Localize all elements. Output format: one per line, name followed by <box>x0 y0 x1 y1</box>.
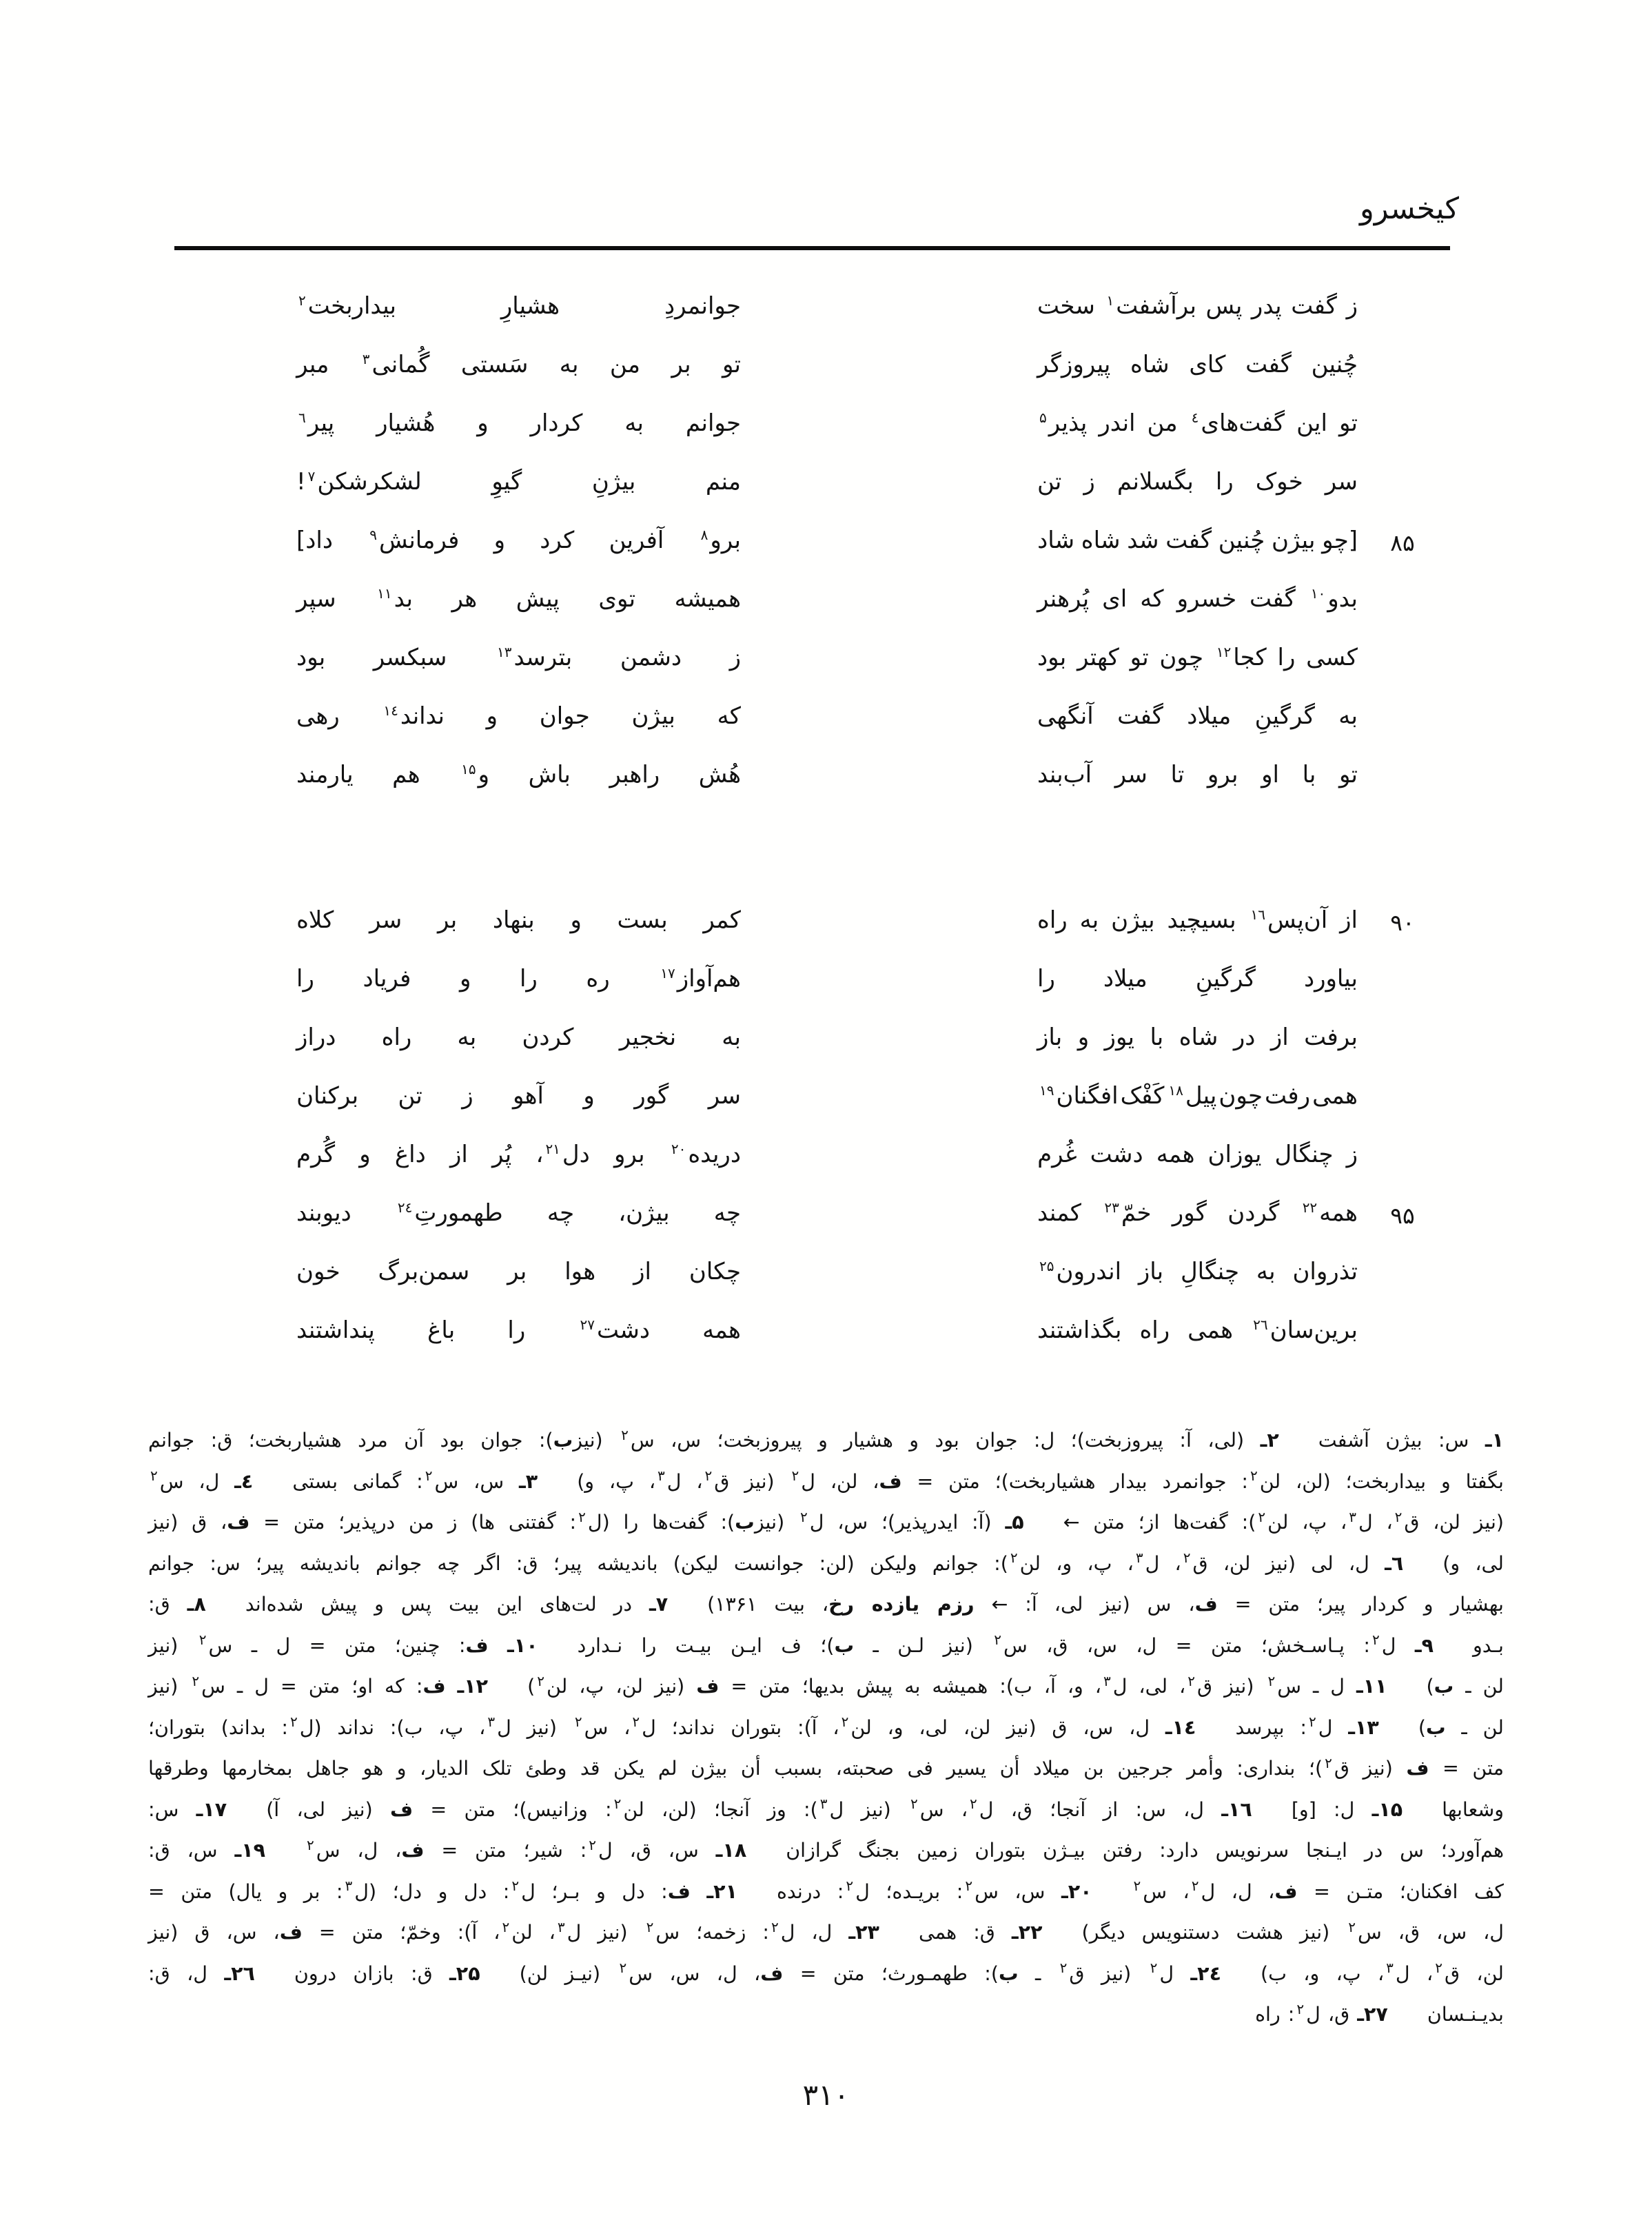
verse-line <box>296 1258 1447 1316</box>
word: برو <box>1207 761 1238 788</box>
word: جوانم <box>685 409 741 437</box>
word: بود <box>296 644 326 671</box>
word: پس <box>1205 292 1243 320</box>
word: باغ <box>427 1316 456 1344</box>
hemistich-left <box>296 527 741 554</box>
word: چنگال <box>1274 1141 1334 1168</box>
word: سر <box>1325 468 1358 496</box>
word: کمر <box>703 906 741 934</box>
word: بگذاشتند <box>1037 1316 1122 1344</box>
word: بیژن <box>631 702 675 730</box>
hemistich-left <box>296 1199 741 1227</box>
hemistich-right <box>1037 292 1358 320</box>
word: برفت <box>1304 1024 1358 1051</box>
footnote-line: لن ـ ب) ۱۱ـ ل ـ س$^۲$ (نیز ق$^۲$، لی، ل$^۳$، و، آ، ب): همیشه به پیش بدیها؛ متن = ف (نیز لن، پ، لن$^۲$) ۱۲ـ ف: که او؛ متن = ل ـ س$^۲$ (نیز <box>148 1672 1504 1698</box>
word: آفرین <box>609 527 664 554</box>
word: گفت <box>1117 702 1163 730</box>
verse-line <box>296 644 1447 702</box>
word: [چو <box>1322 527 1358 554</box>
verse-number <box>1358 965 1447 968</box>
word: باش <box>528 761 571 788</box>
word: همه <box>1156 1141 1195 1168</box>
word: برو$^۸$ <box>700 526 741 554</box>
word: و <box>583 1082 595 1110</box>
hemistich-left <box>296 1316 741 1344</box>
word: بدو$^{۱۰}$ <box>1310 584 1358 613</box>
word: با <box>1302 761 1316 788</box>
word: تن <box>398 1082 422 1110</box>
word: کلاه <box>296 906 334 934</box>
footnote-line: بگفتا و بیداربخت؛ (لن، لن$^۲$: جوانمرد بیدار هشیاربخت)؛ متن = ف، لن، ل$^۲$ (نیز ق$^۲$، ل$^۳$، پ، و) ۳ـ س، س$^۲$: گمانی بستی ٤ـ ل، س$^۲$ <box>150 1467 1504 1493</box>
verse-number: ۹۵ <box>1390 1202 1415 1229</box>
word: گُرم <box>296 1141 336 1168</box>
word: دریده$^{۲۰}$ <box>671 1140 741 1168</box>
footnote-line: لن، ق$^۲$، ل$^۳$، پ، و، ب) ۲٤ـ ل$^۲$ (نیز ق$^۲$ ـ ب): طهمـورث؛ متن = ف، ل، س، س$^۲$ (نیـز لن) ۲۵ـ ق: بازان درون ۲٦ـ ل، ق: <box>148 1960 1504 1985</box>
word: بیاورد <box>1303 965 1358 993</box>
word: جوانمردِ <box>664 292 741 320</box>
word: گُمانی$^۳$ <box>362 350 430 378</box>
word: کجا$^{۱۲}$ <box>1216 643 1267 671</box>
verse-number <box>1358 468 1447 471</box>
word: را <box>519 965 538 993</box>
verse-number <box>1358 1316 1447 1319</box>
word: فریاد <box>363 965 411 993</box>
word: هر <box>451 585 478 613</box>
footnote-line: هم‌آورد؛ س در ایـنجا سرنویس دارد: رفتن بیـژن بتوران زمین بجنگ گرازان ۱۸ـ س، ق، ل$^۲$: شیر؛ متن = ف، ل، س$^۲$ ۱۹ـ س، ق: <box>148 1836 1504 1862</box>
verse-line <box>296 702 1447 761</box>
word: چکان <box>689 1258 741 1285</box>
word: شاه <box>1081 527 1121 554</box>
verse-line <box>296 409 1447 468</box>
word: را <box>1215 468 1234 496</box>
word: و <box>359 1141 371 1168</box>
word: کردار <box>530 409 583 437</box>
word: فرمانش$^۹$ <box>369 526 460 554</box>
word: نداند$^{۱٤}$ <box>383 702 445 730</box>
hemistich-left <box>296 702 741 730</box>
word: اندرون$^{۲۵}$ <box>1039 1257 1122 1285</box>
word: تو <box>722 351 741 378</box>
verse-line <box>296 527 1447 585</box>
word: پُر <box>492 1141 512 1168</box>
word: تن <box>1037 468 1062 496</box>
verse-number <box>1358 292 1447 295</box>
word: به <box>722 1024 741 1051</box>
word: گفت <box>1250 585 1296 613</box>
word: به <box>1256 1258 1276 1285</box>
footnote-line: بـدو ۹ـ ل$^۲$: پـاسـخش؛ متن = ل، س، ق، س$^۲$ (نیز لـن ـ ب)؛ ف ایـن بیـت را نـدارد ۱۰ـ ف: چنین؛ متن = ل ـ س$^۲$ (نیز <box>148 1631 1504 1657</box>
verse-number: ۸۵ <box>1390 529 1415 556</box>
word: کهتر <box>1077 644 1119 671</box>
word: بنهاد <box>492 906 535 934</box>
hemistich-left <box>296 965 741 993</box>
word: هم <box>392 761 420 788</box>
verse-number <box>1358 585 1447 588</box>
verse-number <box>1358 1258 1447 1261</box>
word: کردن <box>522 1024 574 1051</box>
verse-number <box>1358 351 1447 354</box>
word: برکنان <box>296 1082 359 1110</box>
word: سَستی <box>460 351 529 378</box>
hemistich-right <box>1037 644 1358 671</box>
verse-number <box>1358 702 1447 705</box>
hemistich-right <box>1037 965 1358 993</box>
footnote-line: ل، س، ق، س$^۲$ (نیز هشت دستنویس دیگر) ۲۲ـ ق: همی ۲۳ـ ل، ل$^۲$: زخمه؛ س$^۲$ (نیز ل$^۳$، لن$^۲$، آ): وخمّ؛ متن = ف، س، ق (نیز <box>148 1918 1505 1944</box>
word: چه <box>713 1199 741 1227</box>
verse-line <box>296 965 1447 1024</box>
word: خوک <box>1255 468 1303 496</box>
word: راه <box>1037 906 1068 934</box>
word: میلاد <box>1103 965 1148 993</box>
word: ز <box>1346 1141 1358 1168</box>
verse-block <box>296 292 1447 820</box>
verse-number <box>1358 409 1447 412</box>
word: داد] <box>296 527 334 554</box>
word: به <box>559 351 579 378</box>
word: به <box>457 1024 477 1051</box>
word: بگسلانم <box>1116 468 1194 496</box>
word: همی <box>1187 1316 1234 1344</box>
word: دیوبند <box>296 1199 351 1227</box>
word: ز <box>1346 292 1358 320</box>
verse-number <box>1358 761 1447 764</box>
word: بیژنِ <box>591 468 636 496</box>
word: از <box>633 1258 651 1285</box>
word: او <box>1261 761 1279 788</box>
hemistich-left <box>296 1024 741 1051</box>
verse-line <box>296 1141 1447 1199</box>
word: باز <box>1138 1258 1164 1285</box>
word: را <box>1037 965 1055 993</box>
word: لشکرشکن$^۷$! <box>296 467 422 496</box>
word: برآشفت$^۱$ <box>1106 292 1196 320</box>
word: چه <box>547 1199 575 1227</box>
page-number: ۳۱۰ <box>802 2078 850 2112</box>
word: بد$^{۱۱}$ <box>377 584 413 613</box>
word: آب‌بند <box>1037 761 1092 788</box>
word: پذیر$^۵$ <box>1039 409 1088 437</box>
hemistich-right <box>1037 1316 1358 1344</box>
word: تو <box>1338 761 1358 788</box>
word: رهی <box>296 702 340 730</box>
word: یوز <box>1104 1024 1134 1051</box>
word: بر <box>671 351 691 378</box>
header-rule <box>174 246 1450 250</box>
word: پنداشتند <box>296 1316 375 1344</box>
word: با <box>1150 1024 1164 1051</box>
word: کای <box>1189 351 1226 378</box>
word: چنگالِ <box>1180 1258 1240 1285</box>
word: هشیارِ <box>500 292 560 320</box>
word: پیر$^٦$ <box>298 409 335 437</box>
word: نخجیر <box>619 1024 677 1051</box>
word: منم <box>705 468 741 496</box>
hemistich-right <box>1037 351 1358 378</box>
word: سر <box>1114 761 1148 788</box>
word: برو <box>613 1141 645 1168</box>
word: ز <box>729 644 741 671</box>
word: آن‌پس$^{۱٦}$ <box>1250 906 1328 934</box>
word: آهو <box>513 1082 544 1110</box>
word: خون <box>296 1258 340 1285</box>
footnote-line: وشعابها ۱۵ـ ل: [و] ۱٦ـ ل، س: از آنجا؛ ق، ل$^۲$، س$^۲$ (نیز ل$^۳$): وز آنجا؛ (لن، لن$^۲$: وزانیس)؛ متن = ف (نیز لی، آ) ۱۷ـ س: <box>148 1795 1504 1821</box>
running-header: کیخسرو <box>1359 192 1459 226</box>
hemistich-left <box>296 585 741 613</box>
verse-number <box>1358 1082 1447 1085</box>
word: چُنین <box>1218 527 1265 554</box>
word: تذروان <box>1292 1258 1358 1285</box>
hemistich-left <box>296 761 741 788</box>
verse-line <box>296 761 1447 820</box>
word: یوزان <box>1207 1141 1262 1168</box>
verse-area <box>296 292 1447 1375</box>
verse-block <box>296 906 1447 1375</box>
word: غُرم <box>1037 1141 1077 1168</box>
hemistich-left <box>296 292 741 320</box>
hemistich-right <box>1037 702 1358 730</box>
word: طهمورتِ$^{۲٤}$ <box>397 1199 503 1227</box>
word: به <box>624 409 644 437</box>
word: تا <box>1170 761 1185 788</box>
word: گفت‌های$^٤$ <box>1191 409 1285 437</box>
word: من <box>609 351 640 378</box>
word: بسیچید <box>1167 906 1236 934</box>
word: یارمند <box>296 761 354 788</box>
word: بود <box>1037 644 1067 671</box>
verse-line <box>296 906 1447 965</box>
word: همه <box>702 1316 741 1344</box>
word: سر <box>369 906 402 934</box>
word: پیروزگر <box>1037 351 1111 378</box>
hemistich-right <box>1037 585 1358 613</box>
word: چُنین <box>1311 351 1358 378</box>
word: رفت <box>1264 1082 1311 1110</box>
word: بر <box>507 1258 527 1285</box>
word: ای <box>1102 585 1128 613</box>
word: بر <box>437 906 458 934</box>
word: گفت <box>1291 292 1337 320</box>
word: پیش <box>516 585 560 613</box>
footnote-line: بهشیار و کردار پیر؛ متن = ف، س (نیز لی، آ: ← رزم یازده رخ، بیت ۱۳۶۱) ۷ـ در لت‌های این بیت پس و پیش شده‌اند ۸ـ ق: <box>148 1593 1504 1616</box>
word: راه <box>1139 1316 1170 1344</box>
word: و <box>477 409 489 437</box>
hemistich-right <box>1037 468 1358 496</box>
verse-line <box>296 1199 1447 1258</box>
word: هُش <box>698 761 741 788</box>
hemistich-left <box>296 468 741 496</box>
word: و$^{۱۵}$ <box>461 760 490 788</box>
word: که <box>1140 585 1164 613</box>
word: میلاد <box>1187 702 1232 730</box>
word: گردن <box>1227 1199 1280 1227</box>
word: پدر <box>1251 292 1282 320</box>
hemistich-right <box>1037 409 1358 437</box>
word: دل$^{۲۱}$، <box>536 1140 590 1168</box>
hemistich-right <box>1037 1199 1358 1227</box>
word: بیژن <box>1271 527 1316 554</box>
word: من <box>1147 409 1178 437</box>
word: دشت$^{۲۷}$ <box>580 1316 650 1344</box>
verse-line <box>296 468 1447 527</box>
word: از <box>1340 906 1358 934</box>
footnote-line: لی، و) ٦ـ ل، لی (نیز لن، ق$^۲$، ل$^۳$، پ، و، لن$^۲$): جوانم ولیکن (لن: جوانست لیکن) باندیشه پیر؛ ق: اگر چه جوانم باندیشه پیر؛ س: جوانم <box>148 1549 1504 1575</box>
verse-line <box>296 1316 1447 1375</box>
footnote-line: بدیـنـسان ۲۷ـ ق، ل$^۲$: راه <box>1255 2000 1504 2026</box>
verse-line <box>296 351 1447 409</box>
word: هُشیار <box>376 409 436 437</box>
hemistich-right <box>1037 527 1358 554</box>
verse-number <box>1358 1141 1447 1143</box>
word: ره <box>586 965 610 993</box>
word: بست <box>617 906 668 934</box>
word: شاه <box>1179 1024 1218 1051</box>
hemistich-left <box>296 1258 741 1285</box>
word: داغ <box>394 1141 426 1168</box>
word: جوان <box>539 702 590 730</box>
word: دراز <box>296 1024 336 1051</box>
footnote-line: لن ـ ب) ۱۳ـ ل$^۲$: بپرسد ۱٤ـ ل، س، ق (نیز لن، لی، و، لن$^۲$، آ): بتوران نداند؛ ل$^۲$، س$^۲$ (نیز ل$^۳$، پ، ب): نداند (ل$^۲$: بداند) بتوران؛ <box>148 1713 1504 1739</box>
word: افگنان$^{۱۹}$ <box>1039 1081 1119 1110</box>
hemistich-right <box>1037 1258 1358 1285</box>
word: گفت <box>1165 527 1212 554</box>
word: شاه <box>1130 351 1170 378</box>
word: تو <box>1130 644 1149 671</box>
word: و <box>486 702 498 730</box>
word: بیداربخت$^۲$ <box>298 292 396 320</box>
verse-line <box>296 1024 1447 1082</box>
hemistich-right <box>1037 906 1358 934</box>
word: سخت <box>1037 292 1095 320</box>
word: گور <box>1172 1199 1207 1227</box>
verse-number <box>1358 644 1447 647</box>
word: و <box>1077 1024 1090 1051</box>
word: را <box>1277 644 1296 671</box>
word: سبکسر <box>373 644 447 671</box>
word: همی <box>1312 1082 1358 1110</box>
word: گیوِ <box>491 468 522 496</box>
word: هوا <box>564 1258 596 1285</box>
word: شد <box>1127 527 1159 554</box>
word: پیل$^{۱۸}$ <box>1168 1081 1217 1110</box>
verse-number: ۹۰ <box>1390 909 1415 936</box>
word: به <box>1338 702 1358 730</box>
word: بیژن <box>1111 906 1155 934</box>
hemistich-left <box>296 644 741 671</box>
hemistich-left <box>296 351 741 378</box>
word: ز <box>462 1082 473 1110</box>
word: اندر <box>1099 409 1136 437</box>
hemistich-left <box>296 409 741 437</box>
word: بترسد$^{۱۳}$ <box>496 643 573 671</box>
word: را <box>507 1316 526 1344</box>
word: پُرهنر <box>1037 585 1090 613</box>
word: گرگینِ <box>1254 702 1315 730</box>
footnote-line: (نیز لن، ق$^۲$، ل$^۳$، پ، لن$^۲$): گفت‌ها از؛ متن ← ۵ـ (آ: ایدرپذیر)؛ س، ل$^۲$ (نیزب): گفت‌ها را (ل$^۲$: گفتنی ها) ز من درپذیر؛ متن = ف، ق (نیز <box>148 1508 1505 1534</box>
word: کَفْک <box>1120 1082 1165 1110</box>
word: کرد <box>540 527 575 554</box>
word: بیژن، <box>618 1199 670 1227</box>
word: هم‌آواز$^{۱۷}$ <box>660 964 741 993</box>
word: باز <box>1037 1024 1063 1051</box>
hemistich-right <box>1037 1082 1358 1110</box>
verse-line <box>296 585 1447 644</box>
word: گرگینِ <box>1195 965 1256 993</box>
hemistich-left <box>296 906 741 934</box>
word: تو <box>1338 409 1358 437</box>
word: راهبر <box>609 761 660 788</box>
word: و <box>570 906 582 934</box>
word: سمن‌برگ <box>378 1258 470 1285</box>
word: شاد <box>1037 527 1075 554</box>
verse-line <box>296 292 1447 351</box>
word: را <box>296 965 314 993</box>
word: راه <box>381 1024 412 1051</box>
word: سر <box>708 1082 741 1110</box>
word: گفت <box>1245 351 1292 378</box>
word: و <box>493 527 506 554</box>
hemistich-left <box>296 1082 741 1110</box>
hemistich-right <box>1037 1141 1358 1168</box>
hemistich-right <box>1037 1024 1358 1051</box>
verse-number <box>1358 1024 1447 1026</box>
word: چون <box>1218 1082 1263 1110</box>
word: دشمن <box>620 644 682 671</box>
footnote-line: متن = ف (نیز ق$^۲$)؛ بنداری: وأمر جرجین بن میلاد أن یسیر فی صحبته، بسبب أن بیژن لم یکن قد وطئ تلک الدیار، و هو جاهل بمخارمها وطرقها <box>148 1754 1504 1780</box>
word: کسی <box>1306 644 1358 671</box>
word: کمند <box>1037 1199 1081 1227</box>
verse-line <box>296 1082 1447 1141</box>
word: گور <box>634 1082 669 1110</box>
footnote-line: ۱ـ س: بیژن آشفت ۲ـ (لی، آ: پیروزبخت)؛ ل: جوان بود و هشیار و پیروزبخت؛ س، س$^۲$ (نیزب): جوان بود آن مرد هشیاربخت؛ ق: جوانم <box>148 1426 1505 1452</box>
word: به <box>1079 906 1099 934</box>
word: این <box>1296 409 1327 437</box>
word: همه$^{۲۲}$ <box>1302 1199 1358 1227</box>
word: برین‌سان$^{۲٦}$ <box>1253 1316 1358 1344</box>
word: توی <box>598 585 636 613</box>
critical-apparatus <box>148 1420 1504 2035</box>
word: آنگهی <box>1037 702 1094 730</box>
word: که <box>717 702 741 730</box>
word: چون <box>1159 644 1203 671</box>
hemistich-right <box>1037 761 1358 788</box>
word: همیشه <box>674 585 741 613</box>
word: دشت <box>1090 1141 1143 1168</box>
word: در <box>1233 1024 1256 1051</box>
word: از <box>449 1141 468 1168</box>
word: ز <box>1083 468 1095 496</box>
footnote-line: کف افکنان؛ متـن = ف، ل، ل$^۲$، س$^۲$ ۲۰ـ س، س$^۲$: بریـده؛ ل$^۲$: درنده ۲۱ـ ف: دل و بـر؛ ل$^۲$: دل و دل؛ (ل$^۳$: بر و یال) متن = <box>148 1877 1504 1903</box>
word: و <box>460 965 471 993</box>
word: خمّ$^{۲۳}$ <box>1104 1199 1152 1227</box>
word: از <box>1270 1024 1289 1051</box>
word: مبر <box>296 351 329 378</box>
word: خسرو <box>1176 585 1237 613</box>
word: سپر <box>296 585 336 613</box>
hemistich-left <box>296 1141 741 1168</box>
